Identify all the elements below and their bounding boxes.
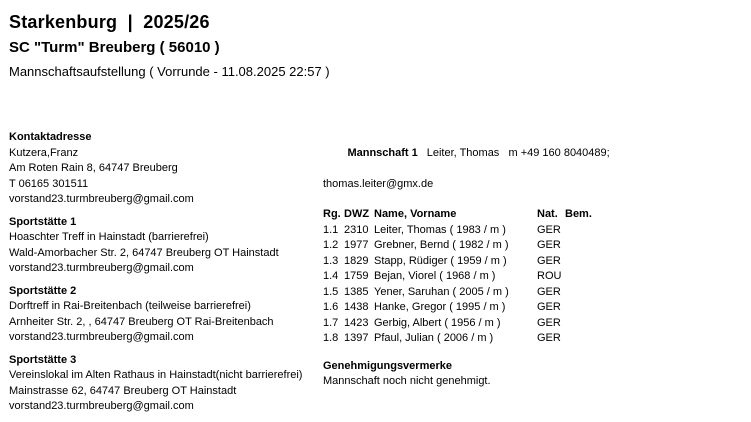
right-column xyxy=(323,130,742,422)
address-line: Vereinslokal im Alten Rathaus in Hainstadt(nicht barrierefrei) xyxy=(9,369,303,381)
cell-dwz: 1977 xyxy=(344,239,369,251)
cell-name: Grebner, Bernd ( 1982 / m ) xyxy=(374,239,509,251)
address-line: T 06165 301511 xyxy=(9,177,89,190)
team-label: Mannschaft 1 xyxy=(347,146,418,159)
section-heading: Sportstätte 1 xyxy=(9,215,77,228)
club-title: SC "Turm" Breuberg ( 56010 ) xyxy=(9,39,220,56)
col-header-bem: Bem. xyxy=(565,208,592,220)
team-leader-email: thomas.leiter@gmx.de xyxy=(323,177,434,190)
table-row xyxy=(323,269,620,285)
cell-name: Gerbig, Albert ( 1956 / m ) xyxy=(374,316,501,329)
approval-section xyxy=(323,359,742,390)
table-row xyxy=(323,300,620,316)
section-heading: Sportstätte 2 xyxy=(9,284,77,297)
address-line: Am Roten Rain 8, 64747 Breuberg xyxy=(9,162,178,174)
cell-nat: GER xyxy=(537,301,561,313)
cell-name: Pfaul, Julian ( 2006 / m ) xyxy=(374,332,494,344)
section-lines xyxy=(9,230,323,277)
address-section xyxy=(9,130,323,208)
cell-bem xyxy=(565,238,620,254)
section-lines xyxy=(9,368,323,415)
section-heading: Kontaktadresse xyxy=(9,131,92,143)
page-title: Starkenburg | 2025/26 xyxy=(9,12,210,32)
cell-name: Hanke, Gregor ( 1995 / m ) xyxy=(374,301,506,313)
address-line: Wald-Amorbacher Str. 2, 64747 Breuberg OT Hainstadt xyxy=(9,246,279,259)
cell-dwz: 1385 xyxy=(344,285,369,298)
address-line: Hoaschter Treff in Hainstadt (barrierefrei) xyxy=(9,231,209,243)
cell-rg: 1.1 xyxy=(323,223,339,236)
table-row xyxy=(323,254,620,270)
table-row xyxy=(323,223,620,239)
address-line: vorstand23.turmbreuberg@gmail.com xyxy=(9,400,194,412)
address-line: Mainstrasse 62, 64747 Breuberg OT Hainstadt xyxy=(9,384,237,397)
team-header xyxy=(323,130,742,177)
cell-dwz: 1829 xyxy=(344,254,369,267)
cell-rg: 1.5 xyxy=(323,285,339,298)
cell-bem xyxy=(565,331,620,347)
address-section xyxy=(9,353,323,415)
approval-text: Mannschaft noch nicht genehmigt. xyxy=(323,375,491,387)
col-header-nat: Nat. xyxy=(537,208,558,220)
cell-rg: 1.2 xyxy=(323,239,339,251)
cell-bem xyxy=(565,254,620,270)
section-lines xyxy=(9,146,323,208)
roster-table xyxy=(323,207,620,347)
section-heading: Sportstätte 3 xyxy=(9,353,77,366)
address-line: vorstand23.turmbreuberg@gmail.com xyxy=(9,262,194,274)
table-row xyxy=(323,316,620,332)
cell-dwz: 2310 xyxy=(344,223,369,236)
address-line: Kutzera,Franz xyxy=(9,146,79,159)
cell-name: Yener, Saruhan ( 2005 / m ) xyxy=(374,285,509,298)
address-section xyxy=(9,215,323,277)
col-header-rg: Rg. xyxy=(323,208,341,220)
address-section xyxy=(9,284,323,346)
cell-rg: 1.7 xyxy=(323,316,339,329)
cell-nat: GER xyxy=(537,223,561,236)
cell-rg: 1.8 xyxy=(323,332,339,344)
cell-nat: ROU xyxy=(537,270,562,282)
cell-bem xyxy=(565,316,620,332)
section-lines xyxy=(9,299,323,346)
content-columns xyxy=(9,130,742,422)
cell-dwz: 1438 xyxy=(344,301,369,313)
cell-dwz: 1397 xyxy=(344,332,369,344)
header-row xyxy=(323,207,620,223)
cell-rg: 1.3 xyxy=(323,254,339,267)
cell-name: Stapp, Rüdiger ( 1959 / m ) xyxy=(374,254,507,267)
approval-heading: Genehmigungsvermerke xyxy=(323,359,452,372)
team-leader: Leiter, Thomas m +49 160 8040489; xyxy=(426,146,610,159)
roster-table-header xyxy=(323,207,620,223)
cell-bem xyxy=(565,300,620,316)
cell-nat: GER xyxy=(537,254,561,267)
cell-nat: GER xyxy=(537,285,561,298)
cell-bem xyxy=(565,269,620,285)
cell-name: Bejan, Viorel ( 1968 / m ) xyxy=(374,270,496,282)
col-header-name: Name, Vorname xyxy=(374,208,457,220)
cell-rg: 1.4 xyxy=(323,270,339,282)
cell-nat: GER xyxy=(537,239,561,251)
table-row xyxy=(323,285,620,301)
address-line: Dorftreff in Rai-Breitenbach (teilweise barrierefrei) xyxy=(9,300,251,312)
cell-nat: GER xyxy=(537,316,561,329)
address-line: vorstand23.turmbreuberg@gmail.com xyxy=(9,331,194,343)
roster-table-body xyxy=(323,223,620,347)
document-subtitle: Mannschaftsaufstellung ( Vorrunde - 11.08.2025 22:57 ) xyxy=(9,64,330,79)
left-column xyxy=(9,130,323,422)
cell-bem xyxy=(565,223,620,239)
address-line: vorstand23.turmbreuberg@gmail.com xyxy=(9,193,194,205)
cell-bem xyxy=(565,285,620,301)
cell-dwz: 1759 xyxy=(344,270,369,282)
cell-rg: 1.6 xyxy=(323,301,339,313)
cell-nat: GER xyxy=(537,332,561,344)
address-line: Arnheiter Str. 2, , 64747 Breuberg OT Rai-Breitenbach xyxy=(9,315,274,328)
cell-name: Leiter, Thomas ( 1983 / m ) xyxy=(374,223,506,236)
col-header-dwz: DWZ xyxy=(344,208,370,220)
cell-dwz: 1423 xyxy=(344,316,369,329)
table-row xyxy=(323,331,620,347)
table-row xyxy=(323,238,620,254)
